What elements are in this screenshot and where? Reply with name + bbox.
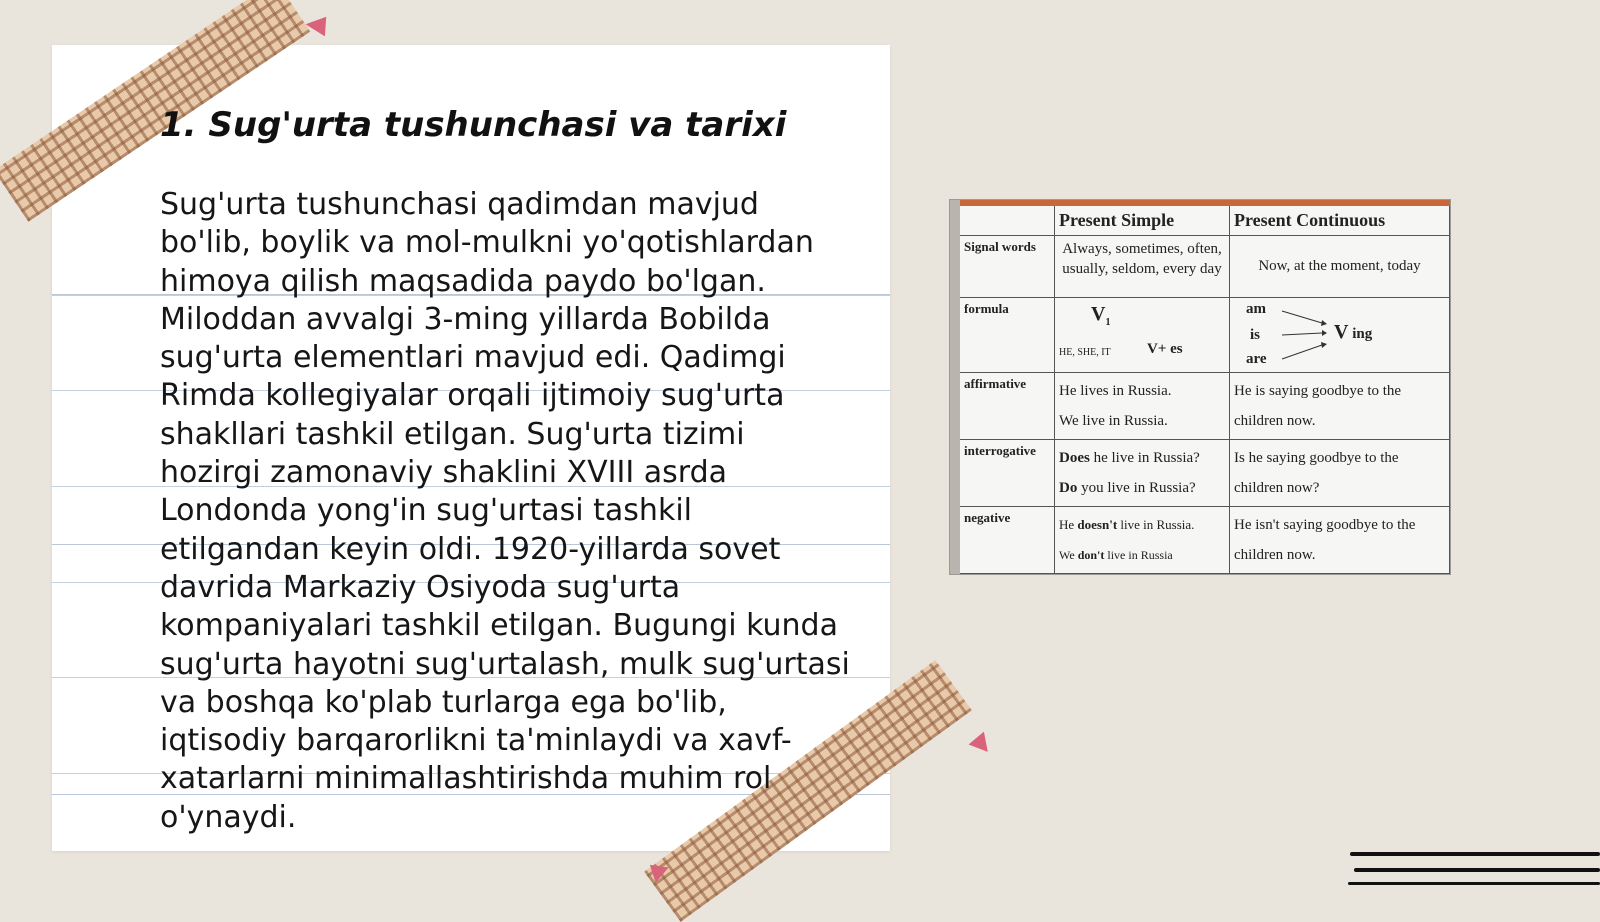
formula-v1: $V_1$	[1091, 303, 1111, 328]
formula-continuous	[1230, 298, 1450, 373]
table-header-row	[955, 203, 1450, 236]
table-row-interrogative	[955, 440, 1450, 507]
negative-continuous-line: children now.	[1234, 547, 1316, 563]
table-header-present-simple: Present Simple	[1055, 203, 1230, 236]
interrogative-continuous-line: children now?	[1234, 480, 1320, 496]
negative-simple-line: We don't live in Russia	[1059, 548, 1173, 562]
slide-body-text: Sug'urta tushunchasi qadimdan mavjud bo'lib, boylik va mol-mulkni yo'qotishlardan himoya qilish maqsadida paydo bo'lgan. Miloddan avvalgi 3-ming yillarda Bobilda sug'urta elementlari mavjud edi. Qadimgi Rimda kollegiyalar orqali ijtimoiy sug'urta shakllari tashkil etilgan. Sug'urta tizimi hozirgi zamonaviy shaklini XVIII asrda Londonda yong'in sug'urtasi tashkil etilgandan keyin oldi. 1920-yillarda sovet davrida Markaziy Osiyoda sug'urta kompaniyalari tashkil etilgan. Bugungi kunda sug'urta hayotni sug'urtalash, mulk sug'urtasi va boshqa ko'plab turlarga ega bo'lib, iqtisodiy barqarorlikni ta'minlaydi va xavf-xatarlarni minimallashtirishda muhim rol o'ynaydi.	[160, 187, 850, 835]
table-row-formula	[955, 298, 1450, 373]
signal-words-simple: Always, sometimes, often, usually, seldom, every day	[1055, 236, 1230, 298]
decorative-line	[1354, 868, 1600, 872]
table-row-affirmative	[955, 373, 1450, 440]
formula-pronouns: HE, SHE, IT	[1059, 347, 1111, 358]
affirmative-simple-line: We live in Russia.	[1059, 413, 1168, 429]
formula-is: is	[1250, 327, 1261, 343]
interrogative-continuous	[1230, 440, 1450, 507]
grammar-table-image	[950, 200, 1450, 574]
row-label-affirmative: affirmative	[955, 373, 1055, 440]
signal-words-continuous: Now, at the moment, today	[1230, 236, 1450, 298]
table-header-present-continuous: Present Continuous	[1230, 203, 1450, 236]
negative-simple-line: He doesn't live in Russia.	[1059, 517, 1195, 532]
affirmative-continuous-line: children now.	[1234, 413, 1316, 429]
table-header-empty	[955, 203, 1055, 236]
formula-am: am	[1246, 301, 1266, 317]
affirmative-continuous	[1230, 373, 1450, 440]
interrogative-continuous-line: Is he saying goodbye to the	[1234, 450, 1399, 466]
negative-continuous	[1230, 507, 1450, 574]
formula-simple	[1055, 298, 1230, 373]
affirmative-simple	[1055, 373, 1230, 440]
row-label-interrogative: interrogative	[955, 440, 1055, 507]
decorative-line	[1348, 882, 1600, 885]
row-label-negative: negative	[955, 507, 1055, 574]
negative-continuous-line: He isn't saying goodbye to the	[1234, 517, 1416, 533]
interrogative-simple-line: Do you live in Russia?	[1059, 480, 1196, 496]
tape-pin-icon	[969, 732, 996, 759]
negative-simple	[1055, 507, 1230, 574]
tape-pin-icon	[306, 17, 333, 41]
affirmative-continuous-line: He is saying goodbye to the	[1234, 383, 1402, 399]
decorative-line	[1350, 852, 1600, 856]
formula-v-es: V+ es	[1147, 341, 1183, 357]
interrogative-simple-line: Does he live in Russia?	[1059, 450, 1200, 466]
formula-v-ing: V ing	[1334, 321, 1373, 343]
row-label-signal-words: Signal words	[955, 236, 1055, 298]
row-label-formula: formula	[955, 298, 1055, 373]
slide-title: 1. Sug'urta tushunchasi va tarixi	[160, 105, 787, 145]
formula-are: are	[1246, 351, 1267, 367]
interrogative-simple	[1055, 440, 1230, 507]
table-row-negative	[955, 507, 1450, 574]
table-row-signal-words	[955, 236, 1450, 298]
affirmative-simple-line: He lives in Russia.	[1059, 383, 1172, 399]
formula-arrows-icon	[1280, 305, 1328, 361]
